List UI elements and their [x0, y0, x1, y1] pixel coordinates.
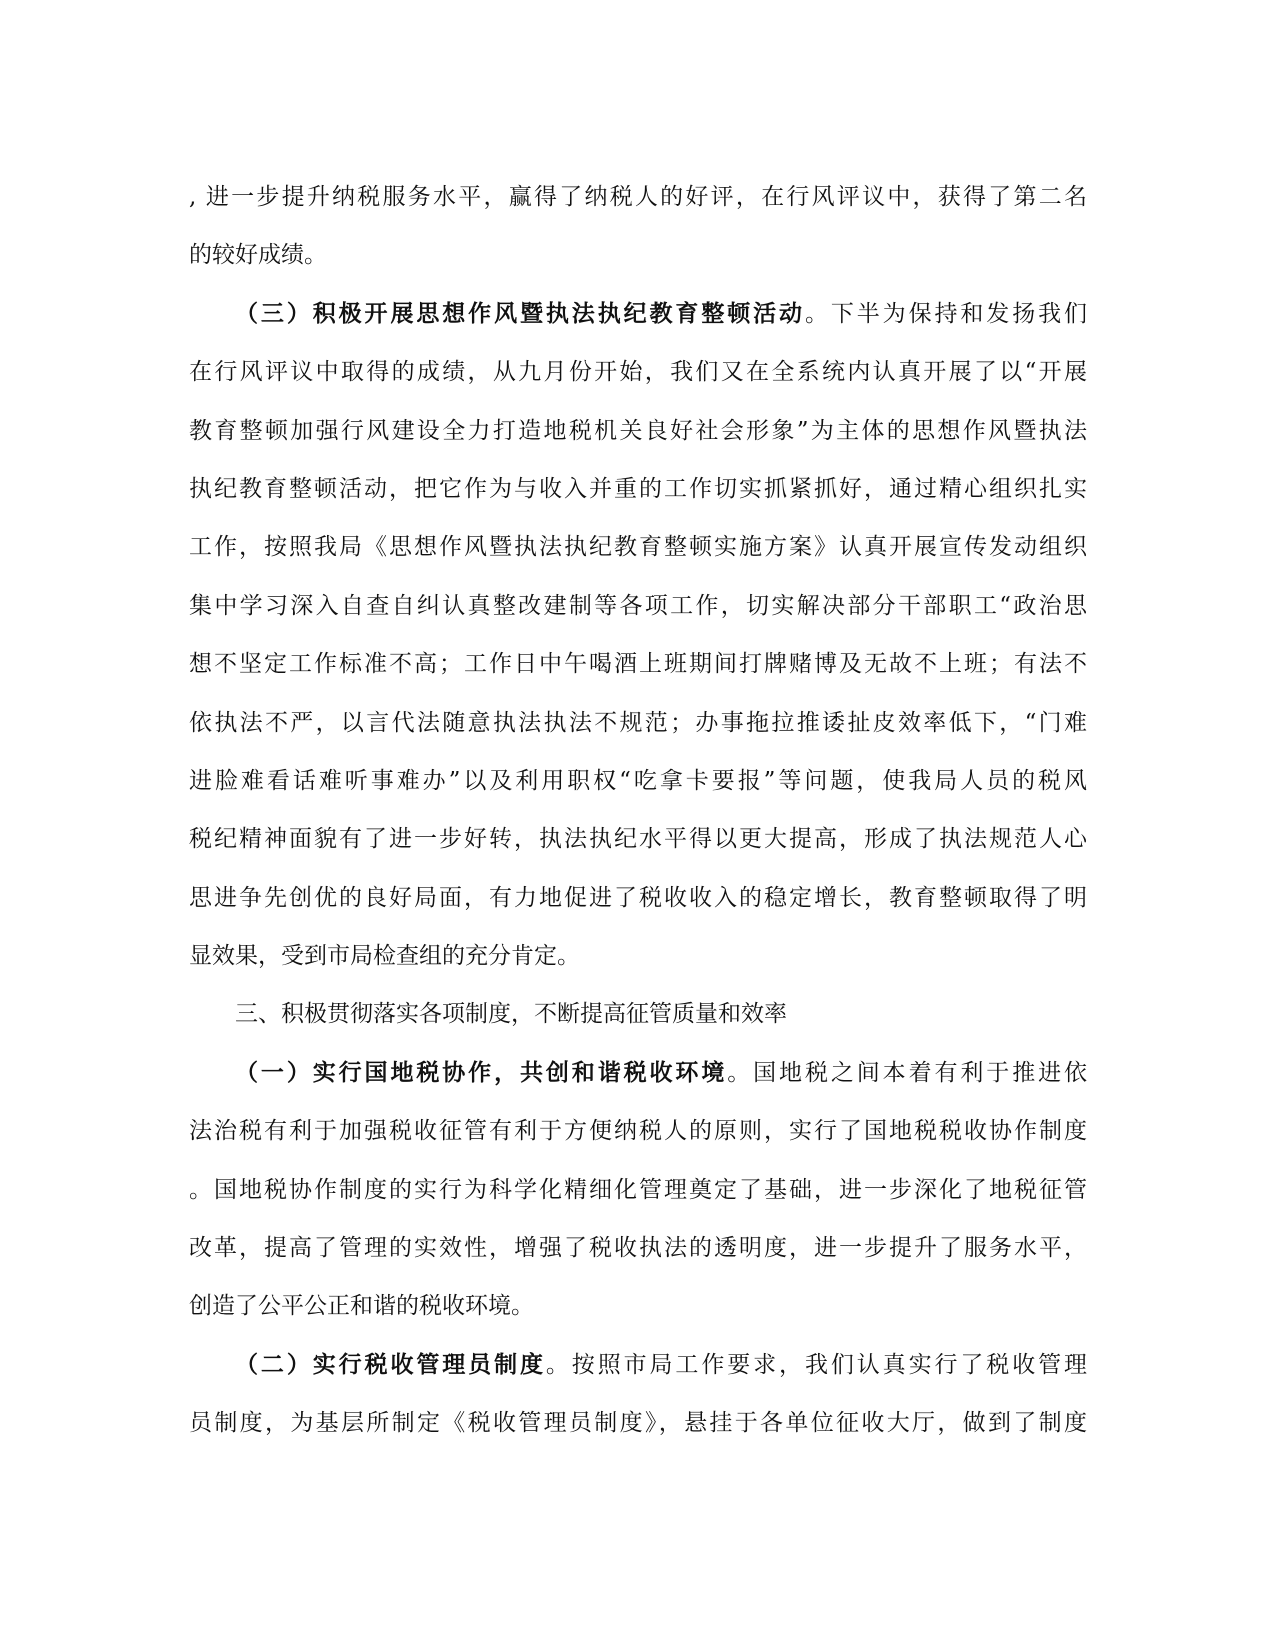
text-run: 。下半为保持和发扬我们	[804, 300, 1087, 327]
text-line: 员制度，为基层所制定《税收管理员制度》，悬挂于各单位征收大厅，做到了制度	[189, 1410, 1087, 1437]
section-heading: （一）实行国地税协作，共创和谐税收环境	[235, 1059, 728, 1086]
text-line: 的较好成绩。	[189, 242, 327, 269]
text-line: 创造了公平公正和谐的税收环境。	[189, 1293, 534, 1320]
text-run: 。国地税之间本着有利于推进依	[727, 1059, 1087, 1086]
text-line: , 进一步提升纳税服务水平，赢得了纳税人的好评，在行风评议中，获得了第二名	[189, 184, 1087, 210]
text-line: 教育整顿加强行风建设全力打造地税机关良好社会形象”为主体的思想作风暨执法	[189, 417, 1087, 444]
text-line: 税纪精神面貌有了进一步好转，执法执纪水平得以更大提高，形成了执法规范人心	[189, 826, 1087, 853]
paragraph-first-line	[189, 285, 1087, 343]
text-line: 显效果，受到市局检查组的充分肯定。	[189, 943, 580, 970]
text-line: 法治税有利于加强税收征管有利于方便纳税人的原则，实行了国地税税收协作制度	[189, 1118, 1087, 1145]
text-line: 执纪教育整顿活动，把它作为与收入并重的工作切实抓紧抓好，通过精心组织扎实	[189, 475, 1087, 502]
text-line: 依执法不严，以言代法随意执法执法不规范；办事拖拉推诿扯皮效率低下，“门难	[189, 709, 1087, 736]
section-title: 三、积极贯彻落实各项制度，不断提高征管质量和效率	[235, 1001, 787, 1028]
paragraph-first-line	[189, 1336, 1087, 1394]
text-line: 思进争先创优的良好局面，有力地促进了税收收入的稳定增长，教育整顿取得了明	[189, 884, 1087, 911]
section-heading: （二）实行税收管理员制度	[235, 1351, 546, 1378]
text-run: 。按照市局工作要求，我们认真实行了税收管理	[545, 1351, 1087, 1378]
text-line: 在行风评议中取得的成绩，从九月份开始，我们又在全系统内认真开展了以“开展	[189, 359, 1087, 386]
section-heading: （三）积极开展思想作风暨执法执纪教育整顿活动	[235, 300, 805, 327]
text-line: 改革，提高了管理的实效性，增强了税收执法的透明度，进一步提升了服务水平，	[189, 1235, 1087, 1262]
text-line: 集中学习深入自查自纠认真整改建制等各项工作，切实解决部分干部职工“政治思	[189, 592, 1087, 619]
paragraph-first-line	[189, 1044, 1087, 1102]
text-line: 进脸难看话难听事难办”以及利用职权“吃拿卡要报”等问题，使我局人员的税风	[189, 767, 1087, 794]
document-body	[189, 168, 1087, 1453]
text-line: 想不坚定工作标准不高；工作日中午喝酒上班期间打牌赌博及无故不上班；有法不	[189, 651, 1087, 678]
text-line: 工作，按照我局《思想作风暨执法执纪教育整顿实施方案》认真开展宣传发动组织	[189, 534, 1087, 561]
text-line: 。国地税协作制度的实行为科学化精细化管理奠定了基础，进一步深化了地税征管	[189, 1176, 1087, 1203]
